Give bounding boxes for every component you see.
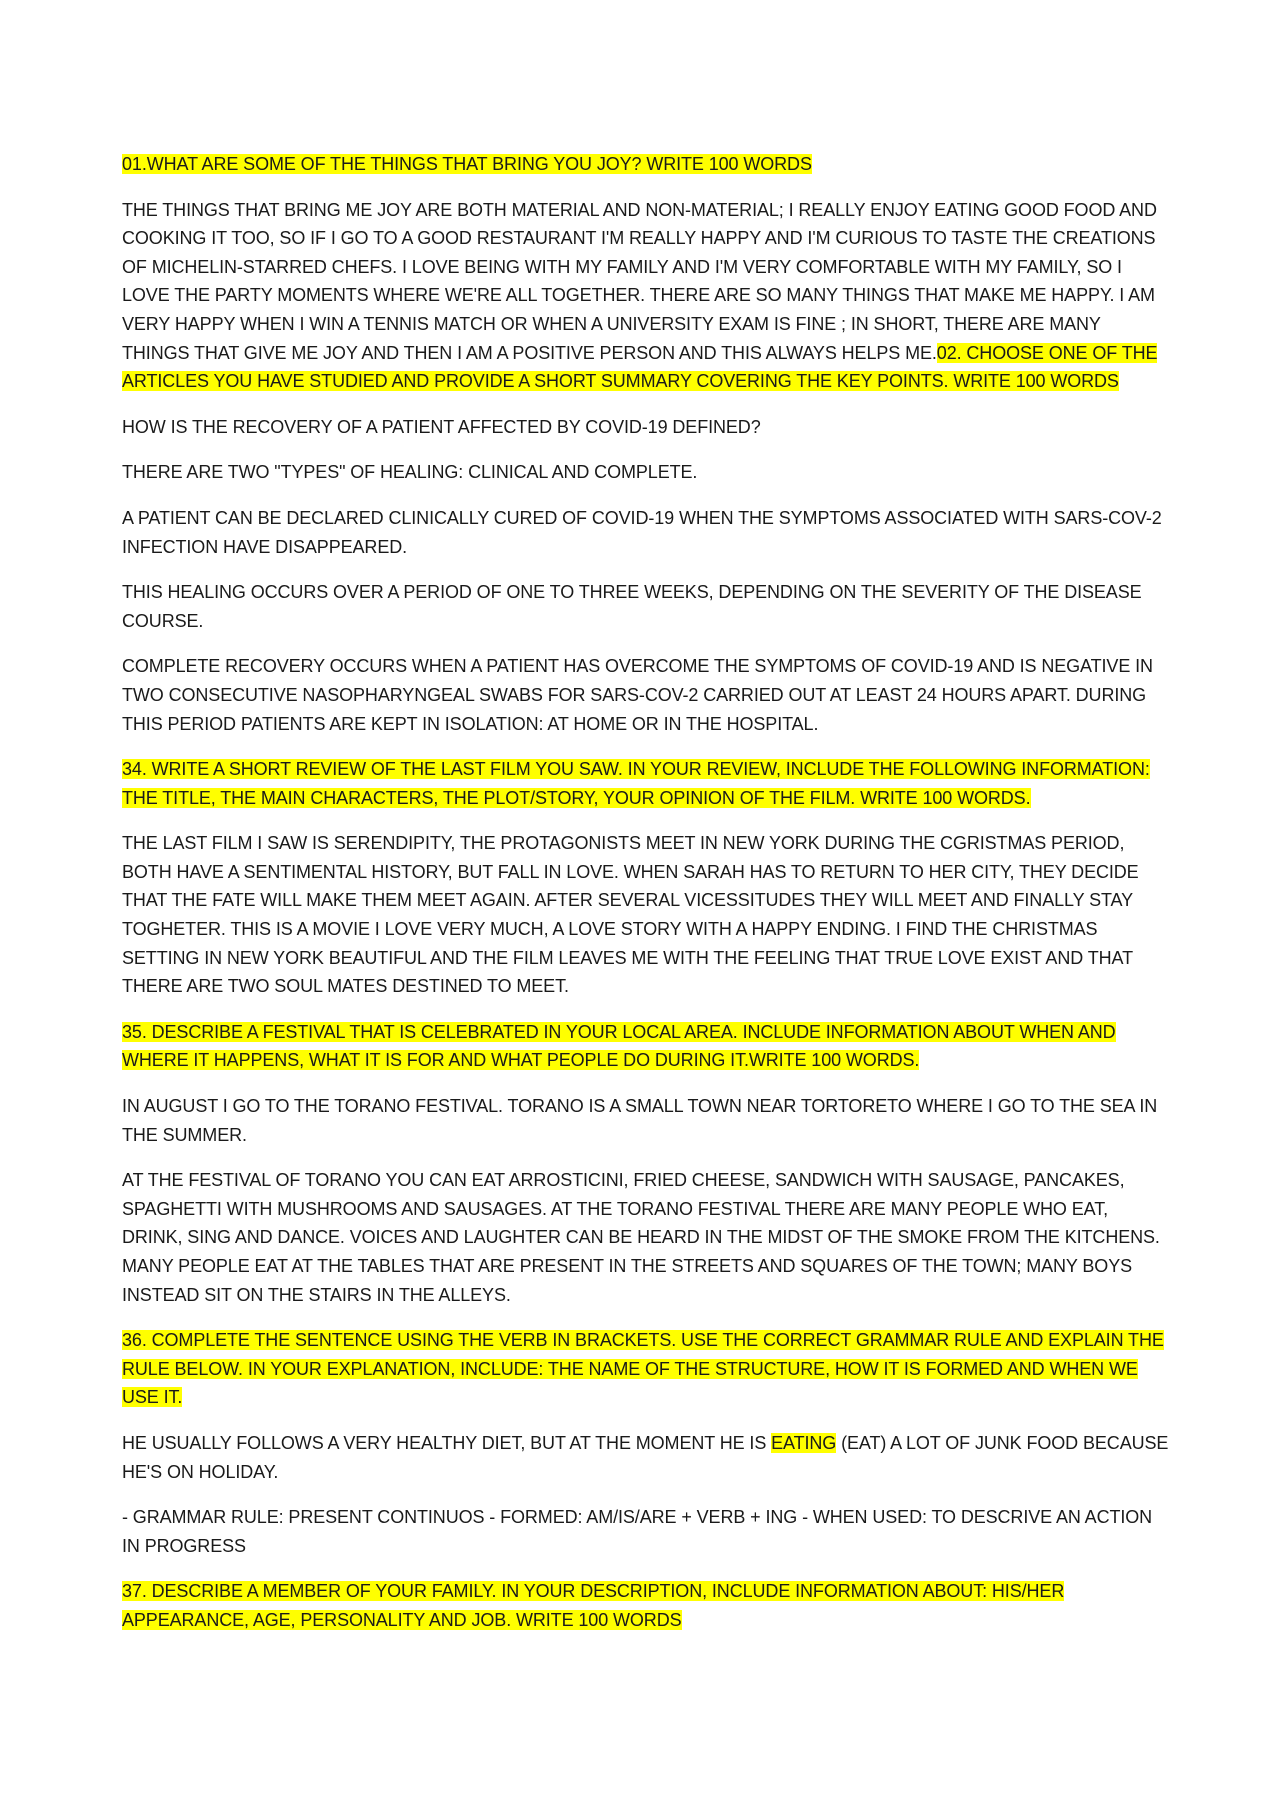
answer-02-paragraph: HOW IS THE RECOVERY OF A PATIENT AFFECTED BY COVID-19 DEFINED? [122,416,761,437]
answer-02-paragraph: THERE ARE TWO "TYPES" OF HEALING: CLINICAL AND COMPLETE. [122,462,698,483]
answer-35-paragraph: IN AUGUST I GO TO THE TORANO FESTIVAL. TORANO IS A SMALL TOWN NEAR TORTORETO WHERE I GO TO THE SEA IN THE SUMMER. [122,1096,1158,1145]
question-01 [122,150,1170,179]
document-page [122,150,1170,1652]
answer-02-paragraph: COMPLETE RECOVERY OCCURS WHEN A PATIENT HAS OVERCOME THE SYMPTOMS OF COVID-19 AND IS NEGATIVE IN TWO CONSECUTIVE NASOPHARYNGEAL SWABS FOR SARS-COV-2 CARRIED OUT AT LEAST 24 HOURS APART. DURING THIS PERIOD PATIENTS ARE KEPT IN ISOLATION: AT HOME OR IN THE HOSPITAL. [122,656,1153,734]
sentence-before: HE USUALLY FOLLOWS A VERY HEALTHY DIET, BUT AT THE MOMENT HE IS [122,1432,772,1453]
question-34-highlight: 34. WRITE A SHORT REVIEW OF THE LAST FILM YOU SAW. IN YOUR REVIEW, INCLUDE THE FOLLOWING INFORMATION: THE TITLE, THE MAIN CHARACTERS, THE PLOT/STORY, YOUR OPINION OF THE FILM. WRITE 100 WORDS. [122,759,1150,808]
answer-36-sentence [122,1429,1170,1486]
question-01-highlight: 01.WHAT ARE SOME OF THE THINGS THAT BRING YOU JOY? WRITE 100 WORDS [122,154,812,174]
answer-35-paragraph: AT THE FESTIVAL OF TORANO YOU CAN EAT ARROSTICINI, FRIED CHEESE, SANDWICH WITH SAUSAGE, PANCAKES, SPAGHETTI WITH MUSHROOMS AND SAUSAGES. AT THE TORANO FESTIVAL THERE ARE MANY PEOPLE WHO EAT, DRINK, SING AND DANCE. VOICES AND LAUGHTER CAN BE HEARD IN THE MIDST OF THE SMOKE FROM THE KITCHENS. MANY PEOPLE EAT AT THE TABLES THAT ARE PRESENT IN THE STREETS AND SQUARES OF THE TOWN; MANY BOYS INSTEAD SIT ON THE STAIRS IN THE ALLEYS. [122,1170,1160,1305]
sentence-after: (EAT) A LOT OF JUNK FOOD BECAUSE HE'S ON HOLIDAY. [122,1432,1169,1482]
answer-01-with-question-02 [122,196,1170,396]
question-35 [122,1018,1170,1075]
question-34 [122,755,1170,812]
answer-01: THE THINGS THAT BRING ME JOY ARE BOTH MATERIAL AND NON-MATERIAL; I REALLY ENJOY EATING GOOD FOOD AND COOKING IT TOO, SO IF I GO TO A GOOD RESTAURANT I'M REALLY HAPPY AND I'M CURIOUS TO TASTE THE CREATIONS OF MICHELIN-STARRED CHEFS. I LOVE BEING WITH MY FAMILY AND I'M VERY COMFORTABLE WITH MY FAMILY, SO I LOVE THE PARTY MOMENTS WHERE WE'RE ALL TOGETHER. THERE ARE SO MANY THINGS THAT MAKE ME HAPPY. I AM VERY HAPPY WHEN I WIN A TENNIS MATCH OR WHEN A UNIVERSITY EXAM IS FINE ; IN SHORT, THERE ARE MANY THINGS THAT GIVE ME JOY AND THEN I AM A POSITIVE PERSON AND THIS ALWAYS HELPS ME. [122,199,1157,363]
sentence-answer-highlight: EATING [771,1432,837,1453]
question-35-highlight: 35. DESCRIBE A FESTIVAL THAT IS CELEBRATED IN YOUR LOCAL AREA. INCLUDE INFORMATION ABOUT WHEN AND WHERE IT HAPPENS, WHAT IT IS FOR AND WHAT PEOPLE DO DURING IT.WRITE 100 WORDS. [122,1021,1116,1071]
answer-36-rule: - GRAMMAR RULE: PRESENT CONTINUOS - FORMED: AM/IS/ARE + VERB + ING - WHEN USED: TO DESCRIVE AN ACTION IN PROGRESS [122,1507,1153,1556]
question-37-highlight: 37. DESCRIBE A MEMBER OF YOUR FAMILY. IN YOUR DESCRIPTION, INCLUDE INFORMATION ABOUT: HIS/HER APPEARANCE, AGE, PERSONALITY AND JOB. WRITE 100 WORDS [122,1581,1065,1630]
question-36-highlight: 36. COMPLETE THE SENTENCE USING THE VERB IN BRACKETS. USE THE CORRECT GRAMMAR RULE AND EXPLAIN THE RULE BELOW. IN YOUR EXPLANATION, INCLUDE: THE NAME OF THE STRUCTURE, HOW IT IS FORMED AND WHEN WE USE IT. [122,1330,1164,1408]
question-37 [122,1577,1170,1634]
question-02-highlight: 02. CHOOSE ONE OF THE ARTICLES YOU HAVE STUDIED AND PROVIDE A SHORT SUMMARY COVERING THE KEY POINTS. WRITE 100 WORDS [122,342,1158,392]
answer-02-paragraph: THIS HEALING OCCURS OVER A PERIOD OF ONE TO THREE WEEKS, DEPENDING ON THE SEVERITY OF THE DISEASE COURSE. [122,582,1142,631]
answer-02-paragraph: A PATIENT CAN BE DECLARED CLINICALLY CURED OF COVID-19 WHEN THE SYMPTOMS ASSOCIATED WITH SARS-COV-2 INFECTION HAVE DISAPPEARED. [122,507,1162,557]
answer-34: THE LAST FILM I SAW IS SERENDIPITY, THE PROTAGONISTS MEET IN NEW YORK DURING THE CGRISTMAS PERIOD, BOTH HAVE A SENTIMENTAL HISTORY, BUT FALL IN LOVE. WHEN SARAH HAS TO RETURN TO HER CITY, THEY DECIDE THAT THE FATE WILL MAKE THEM MEET AGAIN. AFTER SEVERAL VICESSITUDES THEY WILL MEET AND FINALLY STAY TOGHETER. THIS IS A MOVIE I LOVE VERY MUCH, A LOVE STORY WITH A HAPPY ENDING. I FIND THE CHRISTMAS SETTING IN NEW YORK BEAUTIFUL AND THE FILM LEAVES ME WITH THE FEELING THAT TRUE LOVE EXIST AND THAT THERE ARE TWO SOUL MATES DESTINED TO MEET. [122,833,1139,997]
question-36 [122,1326,1170,1412]
